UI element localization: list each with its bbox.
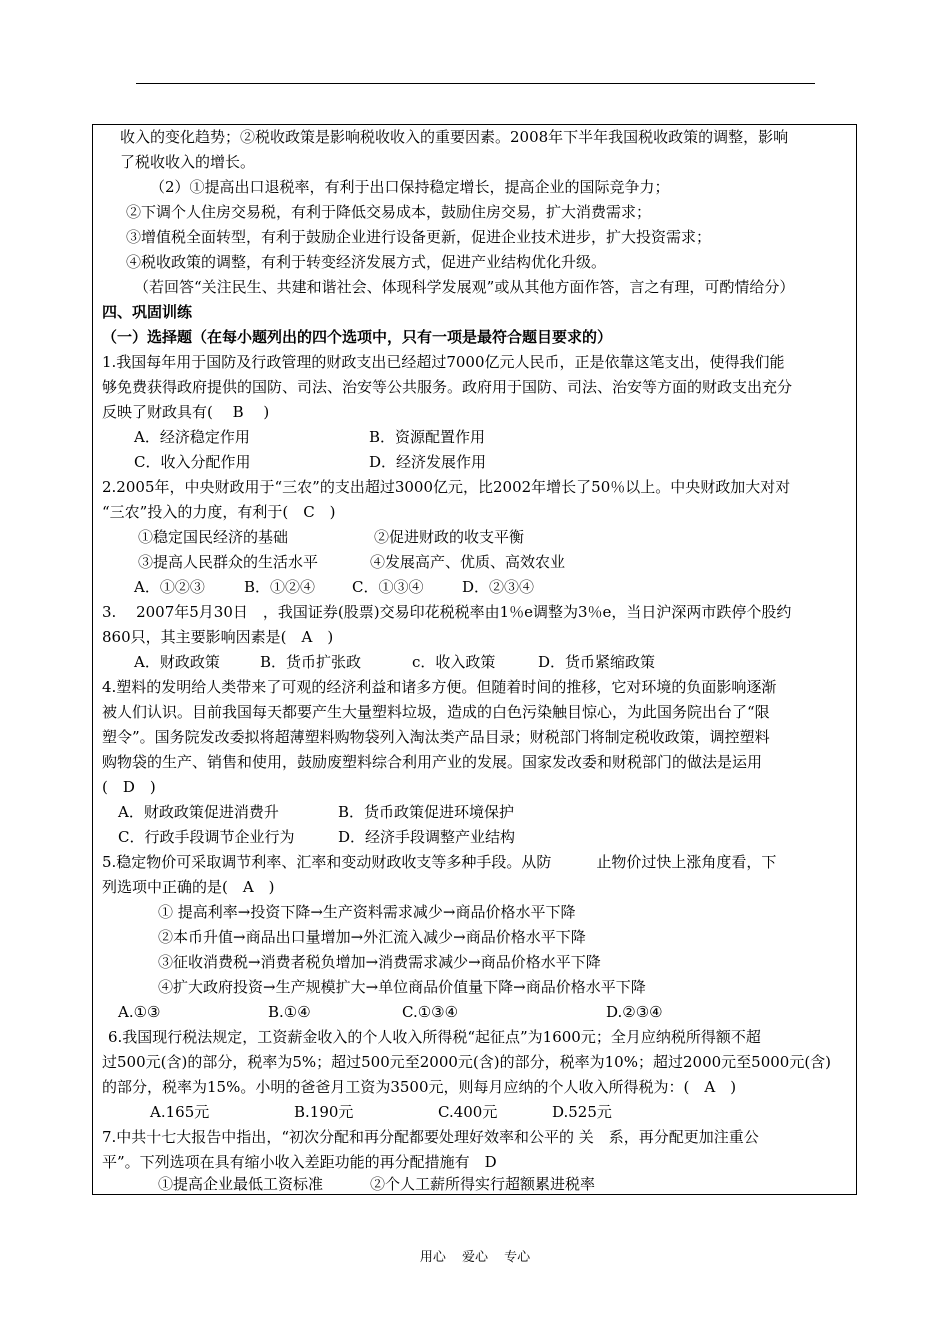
text-line: 过500元(含)的部分，税率为5%；超过500元至2000元(含)的部分，税率为10%；超过2000元至5000元(含) [102, 1053, 832, 1071]
item: ①稳定国民经济的基础 [138, 528, 289, 546]
option: A.165元 [150, 1103, 210, 1121]
option: D．②③④ [462, 578, 535, 596]
text-line: 平”。下列选项在具有缩小收入差距功能的再分配措施有 D [102, 1153, 497, 1171]
option: B．货币政策促进环境保护 [338, 803, 515, 821]
item: ④发展高产、优质、高效农业 [370, 553, 566, 571]
question-1: 1.我国每年用于国防及行政管理的财政支出已经超过7000亿元人民币，正是依靠这笔支出，使得我们能 [102, 353, 785, 371]
chain-item: ① 提高利率→投资下降→生产资料需求减少→商品价格水平下降 [158, 903, 576, 921]
option: A．财政政策 [134, 653, 220, 671]
question-2: 2.2005年，中央财政用于“三农”的支出超过3000亿元，比2002年增长了50％以上。中央财政加大对对 [102, 478, 791, 496]
chain-item: ②本币升值→商品出口量增加→外汇流入减少→商品价格水平下降 [158, 928, 586, 946]
text-line: ④税收政策的调整，有利于转变经济发展方式，促进产业结构优化升级。 [126, 253, 607, 271]
option: A．①②③ [134, 578, 205, 596]
item: ②个人工薪所得实行超额累进税率 [370, 1175, 596, 1193]
question-5: 5.稳定物价可采取调节利率、汇率和变动财政收支等多种手段。从防 止物价过快上涨角度看，下 [102, 853, 777, 871]
text-line: （若回答“关注民生、共建和谐社会、体现科学发展观”或从其他方面作答，言之有理，可酌情给分） [134, 278, 795, 296]
option: C.400元 [438, 1103, 498, 1121]
option: C．收入分配作用 [134, 453, 251, 471]
option: A．财政政策促进消费升 [118, 803, 279, 821]
question-4: 4.塑料的发明给人类带来了可观的经济利益和诸多方便。但随着时间的推移，它对环境的负面影响逐渐 [102, 678, 777, 696]
option: D.525元 [552, 1103, 612, 1121]
option: B.①④ [268, 1003, 311, 1021]
option: D.②③④ [606, 1003, 663, 1021]
option: A.①③ [118, 1003, 161, 1021]
question-7: 7.中共十七大报告中指出，“初次分配和再分配都要处理好效率和公平的 关 系，再分配更加注重公 [102, 1128, 759, 1146]
item: ②促进财政的收支平衡 [374, 528, 525, 546]
question-3: 3. 2007年5月30日 ，我国证券(股票)交易印花税税率由1％e调整为3％e，当日沪深两市跌停个股约 [102, 603, 792, 621]
text-line: ( D ) [102, 778, 156, 796]
option: B．资源配置作用 [369, 428, 486, 446]
page-footer: 用心 爱心 专心 [419, 1250, 531, 1265]
text-line: 够免费获得政府提供的国防、司法、治安等公共服务。政府用于国防、司法、治安等方面的财政支出充分 [102, 378, 793, 396]
text-line: 的部分，税率为15%。小明的爸爸月工资为3500元，则每月应纳的个人收入所得税为：( A ) [102, 1078, 737, 1096]
text-line: 购物袋的生产、销售和使用，鼓励废塑料综合利用产业的发展。国家发改委和财税部门的做法是运用 [102, 753, 763, 771]
text-line: （2）①提高出口退税率，有利于出口保持稳定增长，提高企业的国际竞争力； [150, 178, 670, 196]
text-line: ②下调个人住房交易税，有利于降低交易成本，鼓励住房交易，扩大消费需求； [126, 203, 652, 221]
question-6: 6.我国现行税法规定，工资薪金收入的个人收入所得税“起征点”为1600元；全月应纳税所得额不超 [108, 1028, 761, 1046]
option: D．货币紧缩政策 [538, 653, 656, 671]
text-line: 被人们认识。目前我国每天都要产生大量塑料垃圾，造成的白色污染触目惊心，为此国务院出台了“限 [102, 703, 770, 721]
option: B．货币扩张政 [260, 653, 362, 671]
text-line: 了税收收入的增长。 [120, 153, 256, 171]
option: C．①③④ [352, 578, 424, 596]
subsection-heading: （一）选择题（在每小题列出的四个选项中，只有一项是最符合题目要求的） [102, 328, 613, 346]
option: D．经济发展作用 [369, 453, 487, 471]
option: C.①③④ [402, 1003, 459, 1021]
option: B.190元 [294, 1103, 354, 1121]
option: c．收入政策 [412, 653, 496, 671]
text-line: “三农”投入的力度，有利于( C ) [102, 503, 336, 521]
chain-item: ③征收消费税→消费者税负增加→消费需求减少→商品价格水平下降 [158, 953, 601, 971]
item: ①提高企业最低工资标准 [158, 1175, 324, 1193]
section-heading: 四、巩固训练 [102, 303, 193, 321]
option: C．行政手段调节企业行为 [118, 828, 295, 846]
chain-item: ④扩大政府投资→生产规模扩大→单位商品价值量下降→商品价格水平下降 [158, 978, 646, 996]
option: B．①②④ [244, 578, 316, 596]
header-rule [136, 83, 815, 84]
text-line: 收入的变化趋势；②税收政策是影响税收收入的重要因素。2008年下半年我国税收政策的调整，影响 [120, 128, 789, 146]
option: D．经济手段调整产业结构 [338, 828, 516, 846]
text-line: ③增值税全面转型，有利于鼓励企业进行设备更新，促进企业技术进步，扩大投资需求； [126, 228, 712, 246]
text-line: 860只，其主要影响因素是( A ) [102, 628, 334, 646]
text-line: 反映了财政具有( B ) [102, 403, 270, 421]
option: A．经济稳定作用 [134, 428, 250, 446]
text-line: 列选项中正确的是( A ) [102, 878, 275, 896]
text-line: 塑令”。国务院发改委拟将超薄塑料购物袋列入淘汰类产品目录；财税部门将制定税收政策，调控塑料 [102, 728, 770, 746]
item: ③提高人民群众的生活水平 [138, 553, 319, 571]
